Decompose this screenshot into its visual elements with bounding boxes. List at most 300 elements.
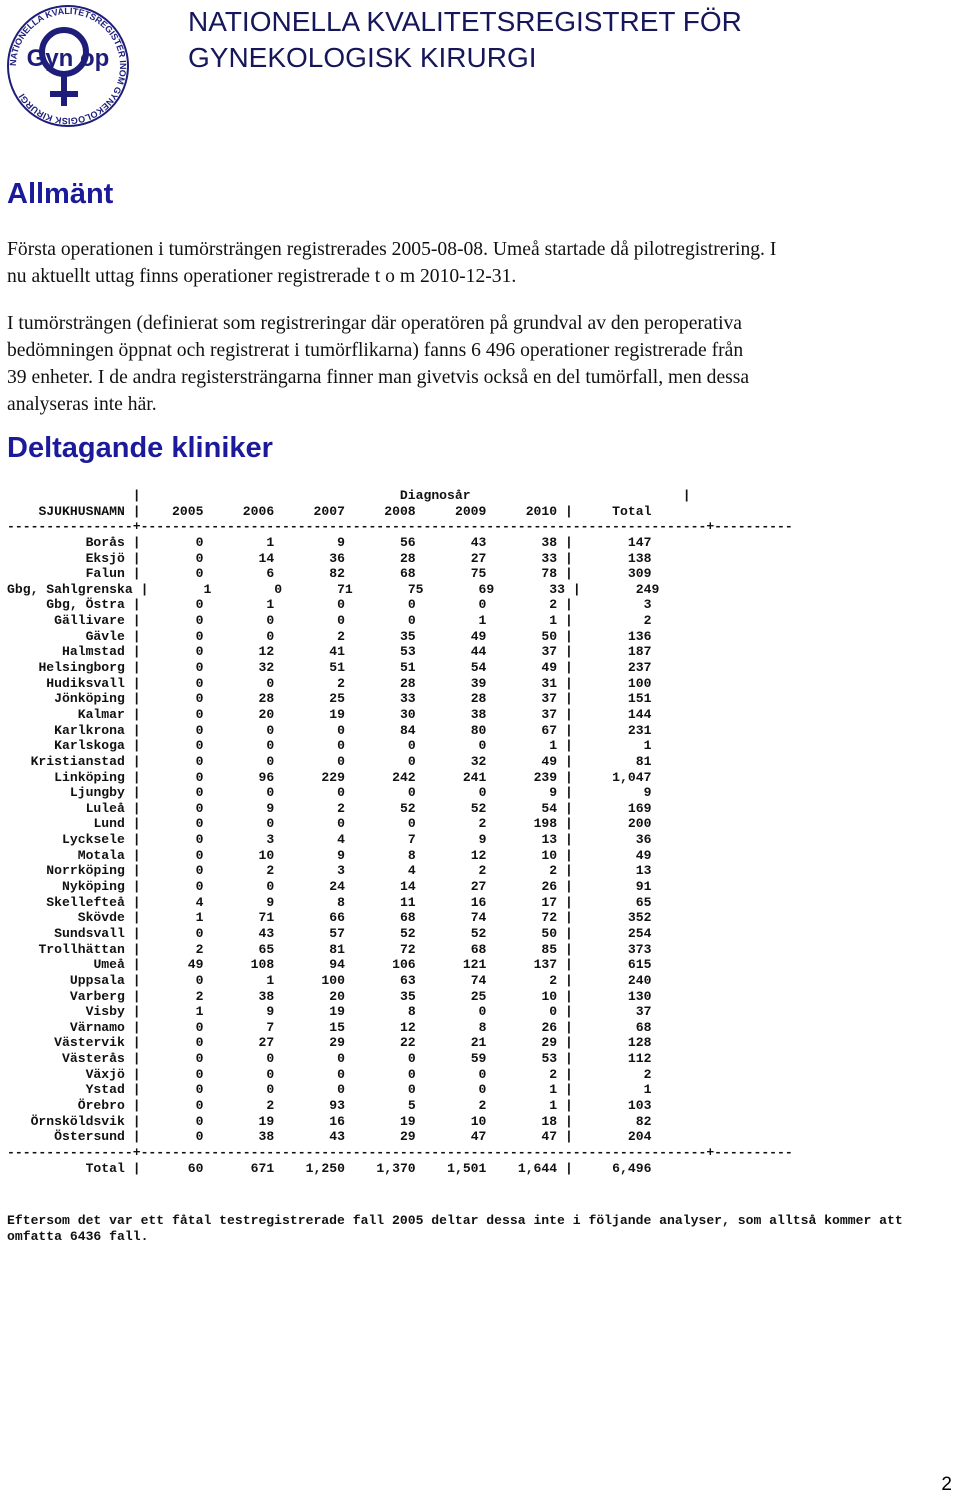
table-row: Kristianstad | 0 0 0 0 32 49 | 81 [30, 753, 652, 769]
cell-value: 63 [399, 972, 416, 988]
cell-value: 0 [407, 738, 416, 754]
cell-label: Nyköping [62, 879, 125, 895]
cell-value: 50 [541, 628, 558, 644]
table-row: Västerås | 0 0 0 0 59 53 | 112 [62, 1051, 652, 1067]
cell-value: 15 [329, 1019, 345, 1035]
cell-value: 0 [195, 785, 204, 801]
cell-value: 0 [266, 1066, 275, 1082]
cell-value: 1,644 [517, 1160, 558, 1176]
cell-value: 33 [399, 691, 416, 707]
table-row: Örnsköldsvik | 0 19 16 19 10 18 | 82 [30, 1113, 652, 1129]
document-title [188, 4, 742, 76]
cell-value: 71 [258, 910, 275, 926]
cell-value: 108 [250, 957, 275, 973]
cell-value: 0 [549, 1004, 558, 1020]
cell-value: 28 [258, 691, 275, 707]
cell-value: 151 [627, 691, 652, 707]
cell-value: 9 [478, 832, 487, 848]
cell-value: 1 [266, 597, 275, 613]
table-row: Karlskoga | 0 0 0 0 0 1 | 1 [54, 738, 652, 754]
table-row: Ystad | 0 0 0 0 0 1 | 1 [85, 1082, 652, 1098]
cell-value: 22 [399, 1035, 416, 1051]
cell-value: 0 [337, 738, 345, 754]
table-row: Värnamo | 0 7 15 12 8 26 | 68 [69, 1019, 652, 1035]
cell-value: 28 [399, 675, 416, 691]
cell-value: 8 [407, 1004, 416, 1020]
cell-value: 1,370 [376, 1160, 416, 1176]
cell-label: Ystad [85, 1082, 125, 1098]
cell-value: 2 [478, 1097, 487, 1113]
cell-value: 66 [329, 910, 345, 926]
cell-value: 1 [549, 613, 558, 629]
cell-value: 2 [643, 1066, 652, 1082]
cell-value: 60 [187, 1160, 204, 1176]
cell-value: 9 [266, 1004, 275, 1020]
cell-value: 2 [337, 628, 345, 644]
cell-label: Västervik [54, 1035, 125, 1051]
cell-value: 19 [258, 1113, 275, 1129]
cell-value: 106 [392, 957, 416, 973]
cell-label: Kristianstad [30, 753, 125, 769]
cell-value: 0 [407, 816, 416, 832]
cell-value: 37 [541, 706, 558, 722]
cell-value: 84 [399, 722, 416, 738]
cell-value: 85 [541, 941, 558, 957]
cell-value: 231 [627, 722, 652, 738]
cell-value: 0 [478, 738, 487, 754]
cell-value: 7 [266, 1019, 275, 1035]
cell-value: 671 [250, 1160, 275, 1176]
cell-value: 0 [337, 722, 345, 738]
cell-label: Norrköping [46, 863, 125, 879]
cell-label: Värnamo [69, 1019, 125, 1035]
cell-value: 137 [533, 957, 558, 973]
cell-value: 2 [195, 988, 204, 1004]
cell-value: 0 [195, 644, 204, 660]
cell-value: 32 [470, 753, 487, 769]
cell-value: 309 [627, 566, 652, 582]
cell-value: 0 [478, 1082, 487, 1098]
cell-value: 1 [195, 910, 204, 926]
cell-value: 54 [470, 660, 487, 676]
cell-value: 16 [470, 894, 487, 910]
cell-value: 0 [195, 879, 204, 895]
cell-value: 2 [266, 1097, 275, 1113]
cell-value: 91 [635, 879, 652, 895]
cell-value: 4 [195, 894, 204, 910]
cell-value: 2 [478, 816, 487, 832]
cell-value: 51 [329, 660, 345, 676]
table-row: Linköping | 0 96 229 242 241 239 | 1,047 [54, 769, 652, 785]
cell-value: 78 [541, 566, 558, 582]
cell-value: 29 [399, 1129, 416, 1145]
cell-value: 0 [266, 1082, 275, 1098]
cell-value: 2 [337, 800, 345, 816]
cell-value: 20 [329, 988, 345, 1004]
group-label: Diagnosår [399, 488, 471, 503]
cell-value: 147 [627, 534, 652, 550]
registry-logo [4, 2, 132, 130]
footnote-line: omfatta 6436 fall. [7, 1228, 149, 1244]
cell-value: 3 [266, 832, 275, 848]
cell-value: 38 [470, 706, 487, 722]
cell-label: Gbg, Östra [46, 597, 125, 613]
cell-label: Luleå [85, 800, 125, 816]
cell-value: 27 [470, 550, 487, 566]
cell-value: 0 [266, 753, 275, 769]
cell-value: 0 [195, 1019, 204, 1035]
cell-label: Lycksele [62, 832, 125, 848]
cell-value: 14 [399, 879, 416, 895]
cell-value: 13 [635, 863, 652, 879]
cell-value: 2008 [384, 503, 416, 519]
cell-value: 1,250 [305, 1160, 345, 1176]
cell-value: 69 [478, 581, 495, 597]
cell-label: SJUKHUSNAMN [38, 503, 125, 519]
cell-value: 237 [627, 660, 652, 676]
cell-value: 7 [407, 832, 416, 848]
cell-value: 9 [266, 800, 275, 816]
cell-value: 54 [541, 800, 558, 816]
cell-value: 29 [329, 1035, 345, 1051]
cell-label: Västerås [62, 1051, 125, 1067]
cell-label: Östersund [54, 1129, 125, 1145]
table-row: Halmstad | 0 12 41 53 44 37 | 187 [62, 644, 652, 660]
cell-value: 249 [635, 581, 660, 597]
cell-value: 37 [541, 691, 558, 707]
cell-value: 6,496 [612, 1160, 652, 1176]
cell-value: 0 [337, 753, 345, 769]
cell-value: 28 [399, 550, 416, 566]
cell-value: 35 [399, 988, 416, 1004]
cell-value: 9 [549, 785, 558, 801]
cell-value: 56 [399, 534, 416, 550]
cell-value: 38 [258, 988, 275, 1004]
cell-value: 29 [541, 1035, 558, 1051]
cell-value: 0 [266, 613, 275, 629]
cell-value: 0 [195, 847, 204, 863]
table-group-header: | Diagnosår | [7, 488, 691, 503]
table-separator: ----------------+------------------------------------------------------------------------+---------- [7, 1144, 793, 1160]
cell-value: 49 [187, 957, 204, 973]
cell-value: 4 [407, 863, 416, 879]
cell-value: 47 [470, 1129, 487, 1145]
cell-value: 67 [541, 722, 558, 738]
cell-label: Örebro [77, 1097, 125, 1113]
footnote-line: Eftersom det var ett fåtal testregistrerade fall 2005 deltar dessa inte i följande analyser, som alltså kommer att [7, 1213, 903, 1228]
cell-label: Helsingborg [38, 660, 125, 676]
table-row: Skellefteå | 4 9 8 11 16 17 | 65 [46, 894, 652, 910]
paragraph-tumor-string [7, 310, 937, 418]
cell-value: 0 [195, 1035, 204, 1051]
cell-label: Trollhättan [38, 941, 125, 957]
table-row: Helsingborg | 0 32 51 51 54 49 | 237 [38, 660, 652, 676]
cell-value: 2 [549, 972, 558, 988]
cell-value: 27 [258, 1035, 275, 1051]
table-row: Eksjö | 0 14 36 28 27 33 | 138 [85, 550, 652, 566]
cell-value: 0 [266, 879, 275, 895]
cell-label: Hudiksvall [46, 675, 125, 691]
cell-value: 3 [337, 863, 345, 879]
cell-value: 0 [478, 597, 487, 613]
table-row: Gbg, Östra | 0 1 0 0 0 2 | 3 [46, 597, 652, 613]
cell-value: 2009 [454, 503, 487, 519]
table-row: Lycksele | 0 3 4 7 9 13 | 36 [62, 832, 652, 848]
cell-value: 1 [643, 1082, 652, 1098]
cell-value: 14 [258, 550, 275, 566]
cell-value: 9 [643, 785, 652, 801]
cell-value: 26 [541, 879, 558, 895]
cell-value: 53 [399, 644, 416, 660]
cell-value: 121 [462, 957, 487, 973]
cell-value: 50 [541, 925, 558, 941]
cell-value: 240 [627, 972, 652, 988]
cell-value: 41 [329, 644, 345, 660]
cell-value: 33 [549, 581, 565, 597]
cell-value: 11 [399, 894, 416, 910]
table-row: Ljungby | 0 0 0 0 0 9 | 9 [69, 785, 652, 801]
cell-value: 0 [195, 753, 204, 769]
cell-value: 75 [407, 581, 424, 597]
footnote [7, 1213, 955, 1244]
cell-value: 49 [635, 847, 652, 863]
cell-label: Växjö [85, 1066, 125, 1082]
cell-value: 9 [337, 534, 345, 550]
cell-value: 57 [329, 925, 345, 941]
table-row: Växjö | 0 0 0 0 0 2 | 2 [85, 1066, 652, 1082]
cell-value: 0 [195, 706, 204, 722]
cell-value: 72 [399, 941, 416, 957]
cell-value: 1 [195, 1004, 204, 1020]
cell-label: Ljungby [69, 785, 125, 801]
table-row: Norrköping | 0 2 3 4 2 2 | 13 [46, 863, 652, 879]
cell-value: 74 [470, 972, 487, 988]
cell-value: 112 [627, 1051, 652, 1067]
page-number: 2 [941, 1474, 952, 1495]
cell-value: 0 [195, 1129, 204, 1145]
table-row: Gällivare | 0 0 0 0 1 1 | 2 [54, 613, 652, 629]
cell-value: Total [612, 503, 652, 519]
cell-value: 0 [195, 972, 204, 988]
cell-value: 0 [478, 1004, 487, 1020]
cell-value: 26 [541, 1019, 558, 1035]
cell-value: 0 [266, 722, 275, 738]
logo-ring-text: NATIONELLA KVALITETSREGISTER INOM GYNEKOLOGISK KIRURGI [7, 5, 129, 127]
cell-value: 2 [643, 613, 652, 629]
cell-value: 2 [195, 941, 204, 957]
cell-value: 43 [329, 1129, 345, 1145]
cell-value: 1 [478, 613, 487, 629]
heading-clinics: Deltagande kliniker [7, 432, 273, 464]
cell-value: 0 [195, 800, 204, 816]
cell-value: 0 [195, 769, 204, 785]
table-row: Luleå | 0 9 2 52 52 54 | 169 [85, 800, 652, 816]
cell-value: 19 [329, 1004, 345, 1020]
cell-value: 43 [258, 925, 275, 941]
cell-value: 68 [470, 941, 487, 957]
cell-value: 25 [329, 691, 345, 707]
table-total-row: Total | 60 671 1,250 1,370 1,501 1,644 | 6,496 [85, 1160, 652, 1176]
cell-value: 1,501 [447, 1160, 487, 1176]
cell-value: 0 [266, 738, 275, 754]
logo-mark: Gyn op [26, 45, 110, 72]
cell-value: 0 [337, 597, 345, 613]
cell-value: 33 [541, 550, 558, 566]
cell-value: 0 [195, 566, 204, 582]
cell-value: 44 [470, 644, 487, 660]
cell-value: 10 [541, 847, 558, 863]
cell-value: 0 [195, 597, 204, 613]
table-row: Gbg, Sahlgrenska | 1 0 71 75 69 33 | 249 [7, 581, 660, 597]
cell-value: 65 [258, 941, 275, 957]
cell-value: 352 [627, 910, 652, 926]
cell-value: 615 [627, 957, 652, 973]
paragraph-line: nu aktuellt uttag finns operationer registrerade t o m 2010-12-31. [7, 266, 517, 287]
cell-value: 169 [627, 800, 652, 816]
cell-value: 0 [266, 675, 275, 691]
cell-value: 53 [541, 1051, 558, 1067]
cell-value: 8 [478, 1019, 487, 1035]
cell-label: Jönköping [54, 691, 125, 707]
cell-value: 2005 [172, 503, 204, 519]
cell-value: 74 [470, 910, 487, 926]
cell-value: 93 [329, 1097, 345, 1113]
cell-value: 0 [266, 628, 275, 644]
cell-value: 0 [407, 785, 416, 801]
cell-label: Kalmar [77, 706, 125, 722]
cell-value: 0 [407, 597, 416, 613]
cell-value: 8 [337, 894, 345, 910]
cell-value: 0 [195, 1066, 204, 1082]
cell-value: 13 [541, 832, 558, 848]
cell-value: 31 [541, 675, 558, 691]
cell-value: 0 [407, 1066, 416, 1082]
cell-value: 229 [321, 769, 345, 785]
cell-value: 82 [635, 1113, 652, 1129]
table-row: Visby | 1 9 19 8 0 0 | 37 [85, 1004, 652, 1020]
cell-value: 1 [203, 581, 212, 597]
cell-value: 6 [266, 566, 275, 582]
cell-value: 10 [470, 1113, 487, 1129]
cell-value: 138 [627, 550, 652, 566]
cell-value: 0 [337, 816, 345, 832]
cell-value: 17 [541, 894, 558, 910]
cell-value: 38 [258, 1129, 275, 1145]
cell-value: 1 [266, 972, 275, 988]
cell-label: Linköping [54, 769, 125, 785]
table-row: Örebro | 0 2 93 5 2 1 | 103 [77, 1097, 652, 1113]
title-line-1: NATIONELLA KVALITETSREGISTRET FÖR [188, 6, 742, 37]
paragraph-first-operation [7, 236, 937, 290]
cell-value: 12 [258, 644, 275, 660]
cell-label: Karlkrona [54, 722, 125, 738]
cell-value: 0 [274, 581, 283, 597]
table-row: Östersund | 0 38 43 29 47 47 | 204 [54, 1129, 652, 1145]
table-separator: ----------------+------------------------------------------------------------------------+---------- [7, 519, 793, 535]
cell-value: 0 [337, 1051, 345, 1067]
cell-value: 2006 [242, 503, 275, 519]
cell-value: 1 [549, 1082, 558, 1098]
cell-value: 242 [392, 769, 416, 785]
table-row: Jönköping | 0 28 25 33 28 37 | 151 [54, 691, 652, 707]
cell-value: 2 [549, 597, 558, 613]
cell-label: Skellefteå [46, 894, 125, 910]
cell-label: Gällivare [54, 613, 125, 629]
cell-label: Karlskoga [54, 738, 125, 754]
cell-value: 9 [337, 847, 345, 863]
cell-label: Borås [85, 534, 125, 550]
cell-value: 0 [407, 613, 416, 629]
cell-value: 12 [399, 1019, 416, 1035]
cell-value: 37 [541, 644, 558, 660]
cell-value: 2010 [525, 503, 558, 519]
cell-label: Gbg, Sahlgrenska [7, 581, 133, 597]
cell-value: 0 [337, 785, 345, 801]
cell-value: 81 [635, 753, 652, 769]
cell-label: Total [85, 1160, 125, 1176]
table-row: Uppsala | 0 1 100 63 74 2 | 240 [69, 972, 652, 988]
cell-value: 5 [407, 1097, 416, 1113]
cell-label: Eksjö [85, 550, 125, 566]
cell-value: 96 [258, 769, 275, 785]
cell-value: 0 [195, 613, 204, 629]
cell-value: 30 [399, 706, 416, 722]
cell-value: 24 [329, 879, 345, 895]
cell-value: 0 [407, 753, 416, 769]
table-row: Umeå | 49 108 94 106 121 137 | 615 [93, 957, 652, 973]
cell-value: 47 [541, 1129, 558, 1145]
cell-value: 0 [195, 816, 204, 832]
cell-value: 36 [635, 832, 652, 848]
cell-value: 32 [258, 660, 275, 676]
cell-value: 100 [627, 675, 652, 691]
cell-label: Umeå [93, 957, 125, 973]
table-row: Sundsvall | 0 43 57 52 52 50 | 254 [54, 925, 652, 941]
cell-label: Visby [85, 1004, 125, 1020]
cell-value: 373 [627, 941, 652, 957]
cell-value: 0 [195, 1113, 204, 1129]
paragraph-line: bedömningen öppnat och registrerat i tumörflikarna) fanns 6 496 operationer registrerade från [7, 340, 744, 361]
cell-value: 12 [470, 847, 487, 863]
cell-value: 0 [195, 863, 204, 879]
cell-value: 2 [337, 675, 345, 691]
cell-value: 52 [470, 800, 487, 816]
cell-value: 187 [627, 644, 652, 660]
cell-label: Varberg [69, 988, 125, 1004]
cell-value: 81 [329, 941, 345, 957]
cell-value: 3 [643, 597, 652, 613]
cell-value: 72 [541, 910, 558, 926]
cell-value: 38 [541, 534, 558, 550]
cell-value: 1 [549, 738, 558, 754]
cell-label: Gävle [85, 628, 125, 644]
title-line-2: GYNEKOLOGISK KIRURGI [188, 42, 537, 73]
table-row: Falun | 0 6 82 68 75 78 | 309 [85, 566, 652, 582]
cell-value: 2 [266, 863, 275, 879]
cell-value: 0 [195, 534, 204, 550]
cell-label: Sundsvall [54, 925, 125, 941]
cell-value: 0 [195, 628, 204, 644]
cell-value: 94 [329, 957, 345, 973]
cell-value: 1 [266, 534, 275, 550]
cell-value: 35 [399, 628, 416, 644]
cell-value: 0 [266, 816, 275, 832]
cell-value: 19 [329, 706, 345, 722]
cell-value: 71 [337, 581, 353, 597]
cell-value: 239 [533, 769, 558, 785]
cell-value: 1,047 [612, 769, 652, 785]
cell-value: 2 [478, 863, 487, 879]
